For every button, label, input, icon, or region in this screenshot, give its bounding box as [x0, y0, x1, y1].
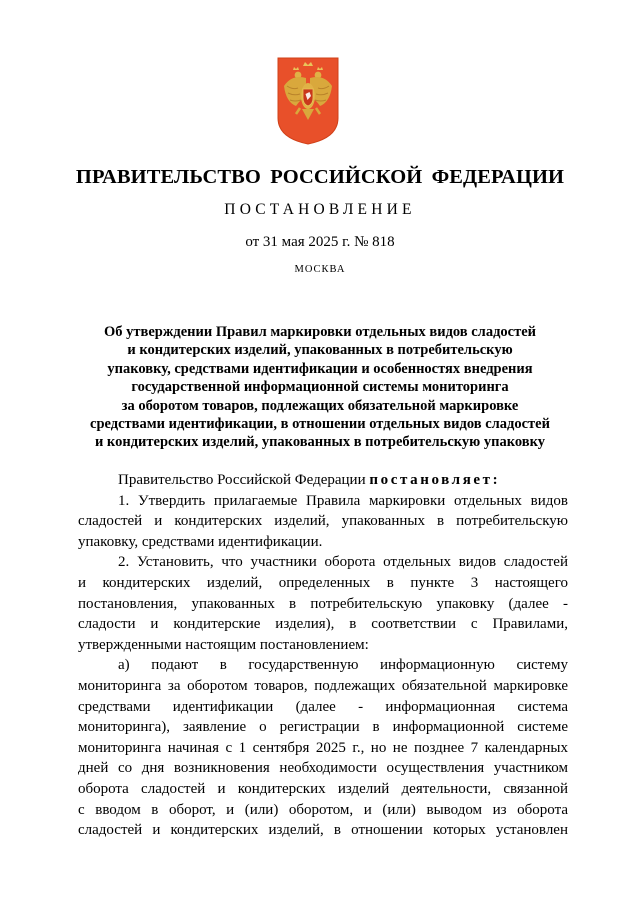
intro-paragraph — [78, 470, 568, 491]
body-line: и кондитерских изделий, определенных в пункте 3 настоящего — [78, 574, 568, 591]
heading-line: средствами идентификации, в отношении отдельных видов сладостей — [90, 416, 550, 433]
heading-line: и кондитерских изделий, упакованных в потребительскую — [127, 342, 513, 359]
body-line: мониторинга), заявление о регистрации в информационной системе — [78, 719, 568, 736]
double-headed-eagle-icon — [276, 56, 340, 146]
intro-text: Правительство Российской Федерации — [118, 472, 370, 488]
document-heading — [60, 323, 580, 452]
body-line: сладости и кондитерские изделия), в соответствии с Правилами, — [78, 616, 568, 633]
intro-resolves: постановляет: — [369, 472, 501, 488]
document-body — [78, 470, 568, 841]
coat-of-arms-emblem — [276, 56, 340, 146]
heading-line: государственной информационной системы мониторинга — [131, 379, 509, 396]
body-line: а) подают в государственную информационную систему — [118, 657, 568, 674]
body-line: 2. Установить, что участники оборота отдельных видов сладостей — [118, 554, 568, 571]
body-line: сладостей и кондитерских изделий, упакованных в потребительскую — [78, 513, 568, 530]
body-line: постановления, упакованных в потребительскую упаковку (далее - — [78, 595, 568, 612]
body-line: мониторинга начиная с 1 сентября 2025 г., но не позднее 7 календарных — [78, 739, 568, 756]
heading-line: за оборотом товаров, подлежащих обязательной маркировке — [121, 397, 519, 414]
heading-line: и кондитерских изделий, упакованных в потребительскую упаковку — [94, 434, 546, 451]
heading-line: Об утверждении Правил маркировки отдельных видов сладостей — [103, 324, 537, 340]
body-line: с вводом в оборот, и (или) оборотом, и (или) выводом из оборота — [78, 801, 568, 818]
body-line: дней со дня возникновения необходимости осуществления участником — [78, 760, 568, 777]
government-title: ПРАВИТЕЛЬСТВО РОССИЙСКОЙ ФЕДЕРАЦИИ — [75, 166, 565, 188]
body-line: 1. Утвердить прилагаемые Правила маркировки отдельных видов — [118, 492, 568, 509]
heading-line: упаковку, средствами идентификации и особенностях внедрения — [107, 360, 533, 377]
body-line: оборота сладостей и кондитерских изделий деятельности, связанной — [78, 780, 568, 797]
body-line: упаковку, средствами идентификации. — [78, 533, 323, 550]
body-line: утвержденными настоящим постановлением: — [78, 636, 369, 653]
body-line: сладостей и кондитерских изделий, в отношении которых установлен — [78, 822, 568, 839]
document-city: МОСКВА — [294, 264, 346, 275]
body-line: мониторинга за оборотом товаров, подлежащих обязательной маркировке — [78, 677, 568, 694]
document-date-number: от 31 мая 2025 г. № 818 — [245, 234, 395, 250]
document-type: ПОСТАНОВЛЕНИЕ — [224, 201, 416, 218]
body-line: средствами идентификации (далее - информационная система — [78, 698, 568, 715]
